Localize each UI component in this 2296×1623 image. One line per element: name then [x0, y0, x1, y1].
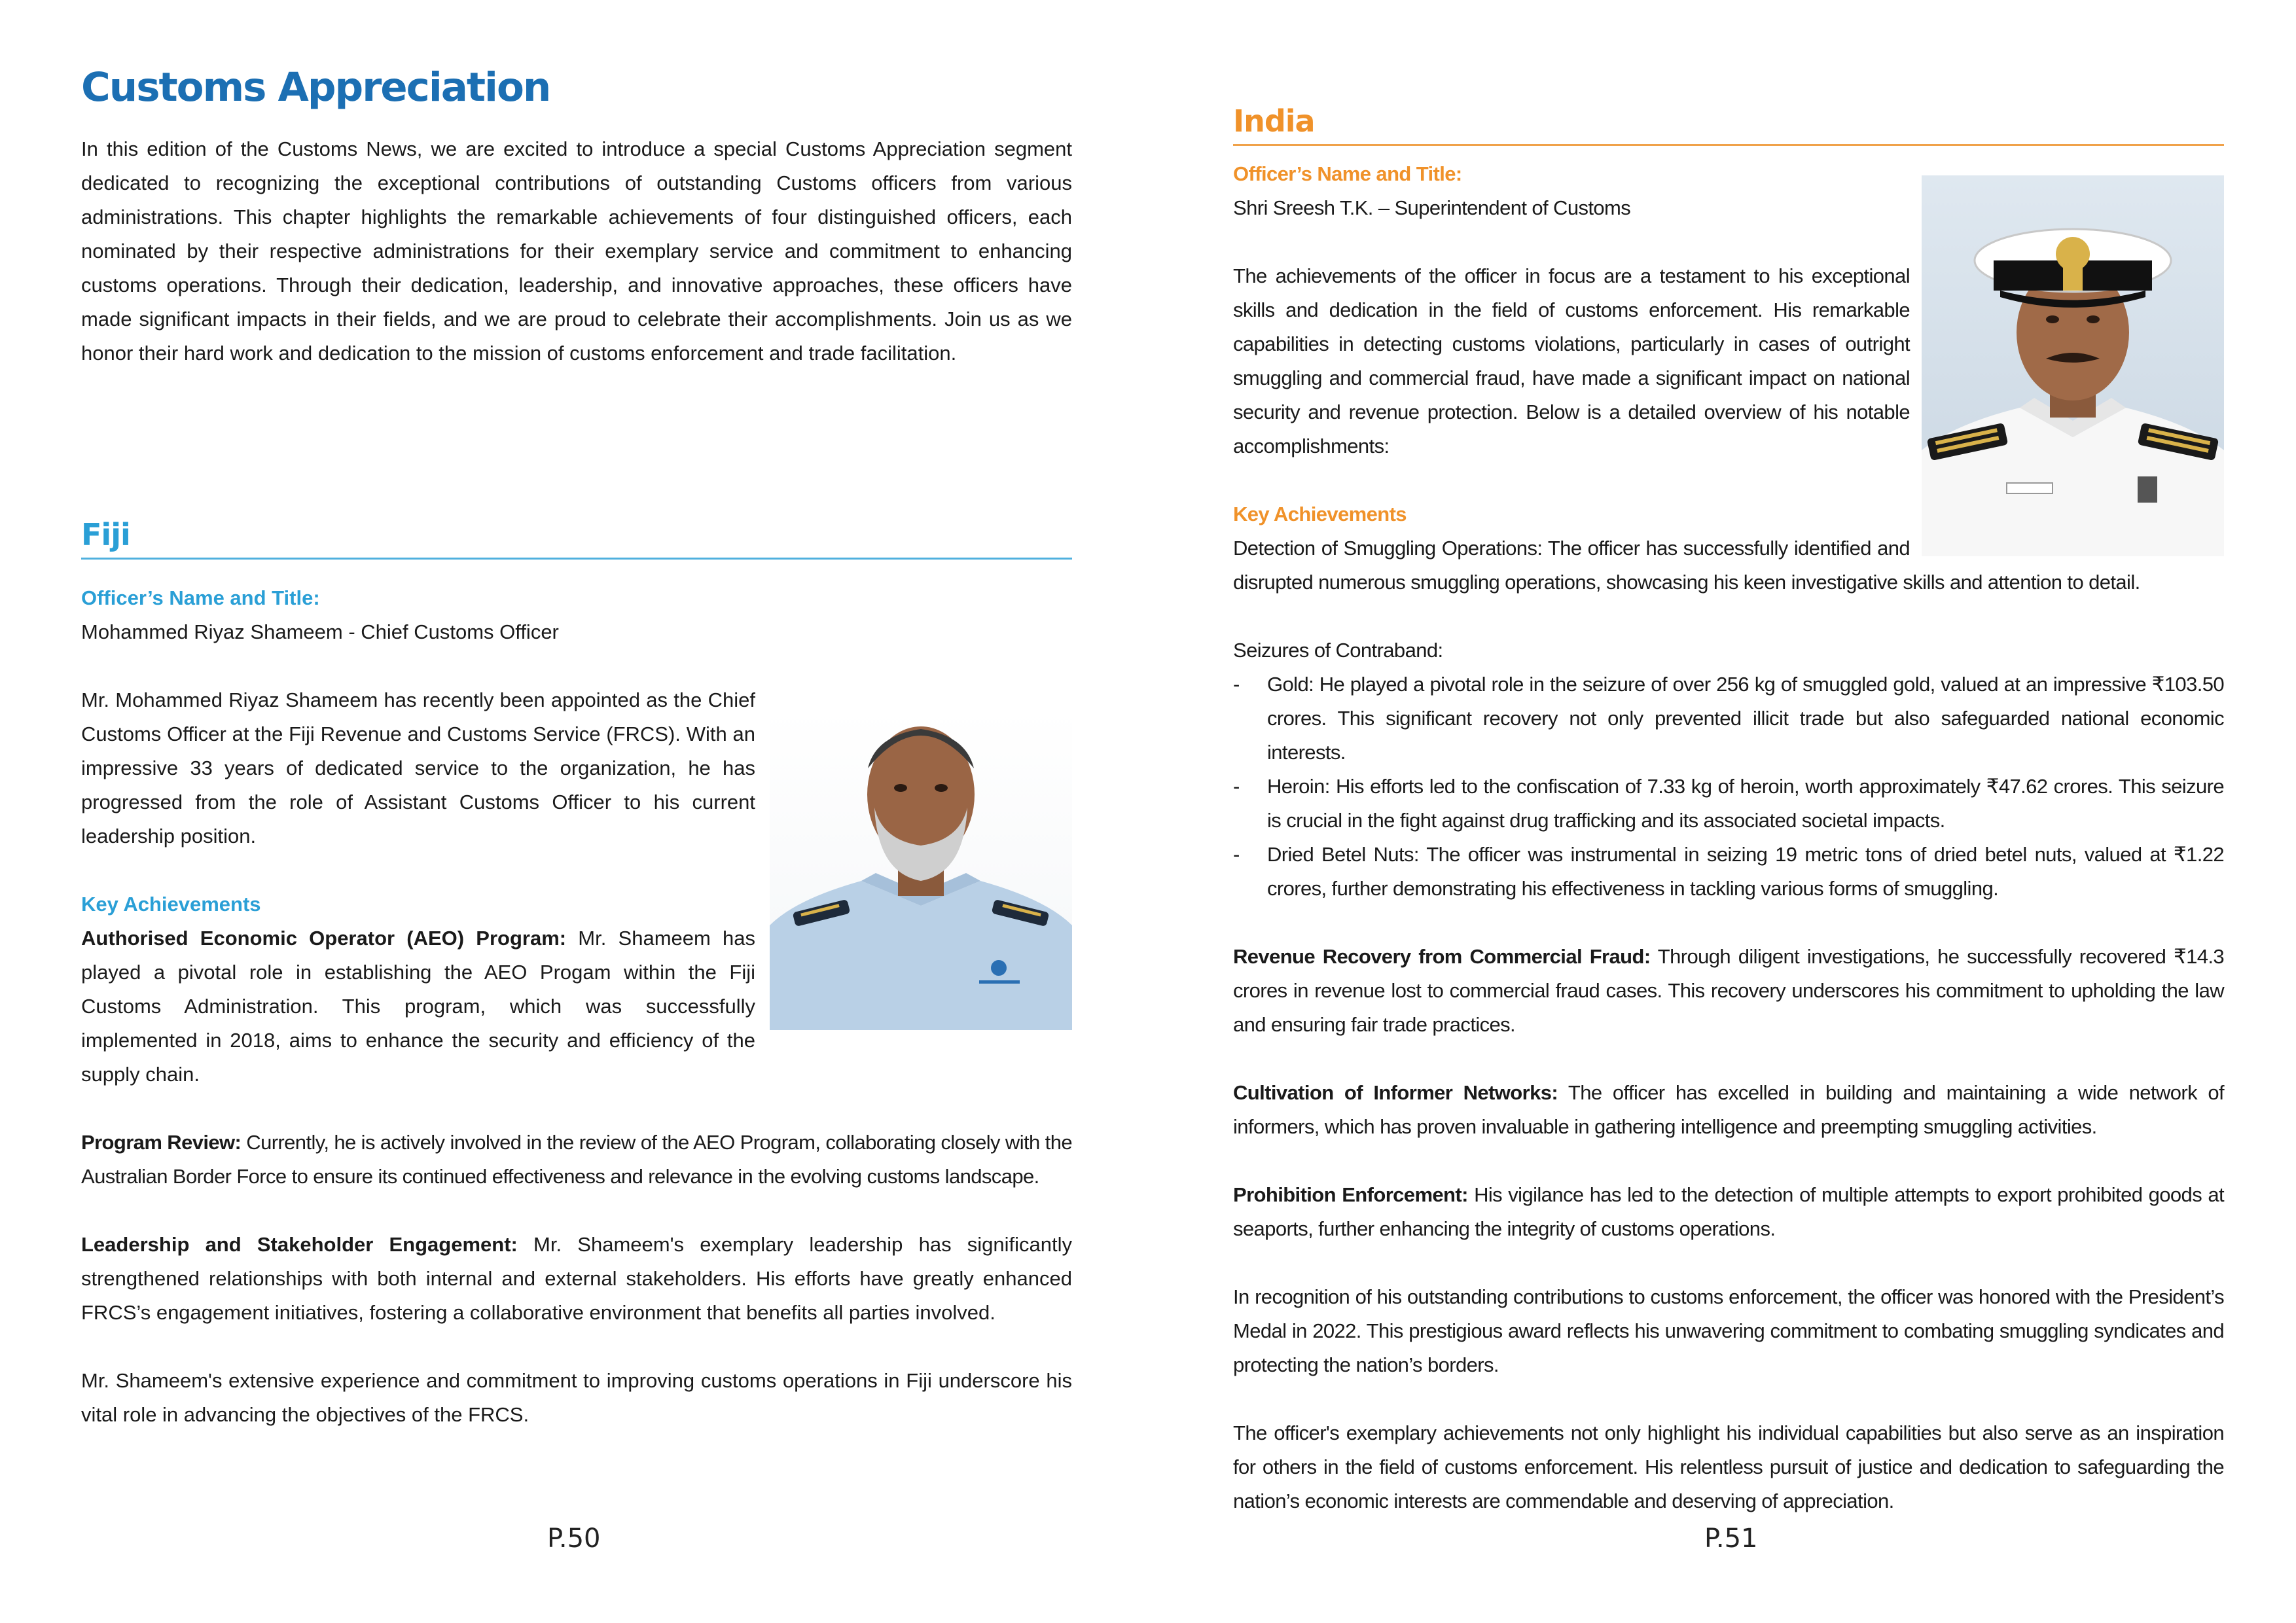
india-revenue-text: Through diligent investigations, he successfully recovered ₹14.3 crores in revenue lost to commercial fraud cases. This recovery underscores his commitment to upholding the law and ensuring fair trade practices. [1233, 945, 2225, 1036]
fiji-aeo-label: Authorised Economic Operator (AEO) Program: [81, 927, 567, 950]
fiji-section [81, 581, 1072, 1432]
india-prohibition-paragraph [1233, 1178, 2224, 1246]
india-achievements-label: Key Achievements [1233, 503, 1407, 526]
seizure-betel-nuts: Dried Betel Nuts: The officer was instrumental in seizing 19 metric tons of dried betel nuts, valued at ₹1.22 crores, further demonstrating his effectiveness in tackling various forms of smuggling. [1267, 843, 2224, 900]
list-item [1233, 770, 2224, 838]
intro-paragraph: In this edition of the Customs News, we are excited to introduce a special Customs Appreciation segment dedicated to recognizing the exceptional contributions of outstanding Customs officers from various administrations. This chapter highlights the remarkable achievements of four distinguished officers, each nominated by their respective administrations for their exemplary service and commitment to enhancing customs operations. Through their dedication, leadership, and innovative approaches, these officers have made significant impacts in their fields, and we are proud to celebrate their accomplishments. Join us as we honor their hard work and dedication to the mission of customs enforcement and trade facilitation. [81, 137, 1072, 365]
officer-portrait-icon [1922, 175, 2224, 556]
page-number-left: P.50 [547, 1524, 601, 1554]
india-intro: The achievements of the officer in focus are a testament to his exceptional skills and dedication in the field of customs enforcement. His remarkable capabilities in detecting customs violations, particularly in cases of outright smuggling and commercial fraud, have made a significant impact on national security and revenue protection. Below is a detailed overview of his notable accomplishments: [1233, 264, 1910, 457]
fiji-review-paragraph [81, 1126, 1072, 1194]
list-item [1233, 838, 2224, 906]
page-title: Customs Appreciation [81, 64, 550, 111]
page-number-right: P.51 [1704, 1524, 1758, 1554]
seizures-list [1233, 668, 2224, 906]
bullet-dash: - [1233, 673, 1240, 696]
seizure-gold: Gold: He played a pivotal role in the seizure of over 256 kg of smuggled gold, valued at an impressive ₹103.50 crores. This significant recovery not only prevented illicit trade but also safeguarded national economic interests. [1267, 673, 2224, 764]
fiji-review-text: Currently, he is actively involved in the review of the AEO Program, collaborating closely with the Australian Border Force to ensure its continued effectiveness and relevance in the evolving customs landscape. [81, 1131, 1072, 1188]
officer-portrait-icon [770, 709, 1072, 1030]
fiji-achievements-label: Key Achievements [81, 893, 261, 916]
fiji-closing: Mr. Shameem's extensive experience and commitment to improving customs operations in Fiji underscore his vital role in advancing the objectives of the FRCS. [81, 1369, 1072, 1426]
fiji-officer-name: Mohammed Riyaz Shameem - Chief Customs Officer [81, 620, 559, 643]
india-divider [1233, 144, 2224, 146]
right-page [1148, 0, 2296, 1623]
fiji-heading: Fiji [81, 517, 130, 552]
fiji-officer-photo [770, 709, 1072, 1030]
fiji-officer-label: Officer’s Name and Title: [81, 586, 320, 609]
fiji-review-label: Program Review: [81, 1131, 242, 1154]
india-closing: The officer's exemplary achievements not only highlight his individual capabilities but also serve as an inspiration for others in the field of customs enforcement. His relentless pursuit of justice and dedication to safeguarding the nation’s economic interests are commendable and deserving of appreciation. [1233, 1421, 2224, 1512]
india-officer-photo [1922, 175, 2224, 556]
india-recognition: In recognition of his outstanding contributions to customs enforcement, the officer was honored with the President’s Medal in 2022. This prestigious award reflects his unwavering commitment to combating smuggling syndicates and protecting the nation’s borders. [1233, 1285, 2224, 1376]
bullet-dash: - [1233, 775, 1240, 798]
india-prohibition-text: His vigilance has led to the detection of multiple attempts to export prohibited goods at seaports, further enhancing the integrity of customs operations. [1233, 1183, 2224, 1240]
india-prohibition-label: Prohibition Enforcement: [1233, 1183, 1468, 1206]
india-officer-label: Officer’s Name and Title: [1233, 162, 1462, 185]
india-section [1233, 157, 2224, 1518]
india-heading: India [1233, 103, 1315, 139]
india-detection: Detection of Smuggling Operations: The officer has successfully identified and disrupted numerous smuggling operations, showcasing his keen investigative skills and attention to detail. [1233, 537, 2140, 594]
fiji-divider [81, 558, 1072, 560]
seizure-heroin: Heroin: His efforts led to the confiscation of 7.33 kg of heroin, worth approximately ₹47.62 crores. This seizure is crucial in the fight against drug trafficking and its associated societal impacts. [1267, 775, 2224, 832]
fiji-leadership-label: Leadership and Stakeholder Engagement: [81, 1233, 518, 1256]
india-revenue-paragraph [1233, 940, 2224, 1042]
india-revenue-label: Revenue Recovery from Commercial Fraud: [1233, 945, 1651, 968]
india-informer-paragraph [1233, 1076, 2224, 1144]
india-informer-text: The officer has excelled in building and maintaining a wide network of informers, which has proven invaluable in gathering intelligence and preempting smuggling activities. [1233, 1081, 2224, 1138]
bullet-dash: - [1233, 843, 1240, 866]
fiji-leadership-text: Mr. Shameem's exemplary leadership has significantly strengthened relationships with both internal and external stakeholders. His efforts have greatly enhanced FRCS’s engagement initiatives, fostering a collaborative environment that benefits all parties involved. [81, 1233, 1073, 1324]
fiji-leadership-paragraph [81, 1228, 1072, 1330]
india-officer-name: Shri Sreesh T.K. – Superintendent of Customs [1233, 196, 1631, 219]
india-informer-label: Cultivation of Informer Networks: [1233, 1081, 1558, 1104]
fiji-bio: Mr. Mohammed Riyaz Shameem has recently been appointed as the Chief Customs Officer at the Fiji Revenue and Customs Service (FRCS). With an impressive 33 years of dedicated service to the organization, he has progressed from the role of Assistant Customs Officer to his current leadership position. [81, 688, 755, 847]
fiji-aeo-text: Mr. Shameem has played a pivotal role in establishing the AEO Progam within the Fiji Customs Administration. This program, which was successfully implemented in 2018, aims to enhance the security and efficiency of the supply chain. [81, 927, 755, 1086]
list-item [1233, 668, 2224, 770]
india-seizures-label: Seizures of Contraband: [1233, 639, 1443, 662]
